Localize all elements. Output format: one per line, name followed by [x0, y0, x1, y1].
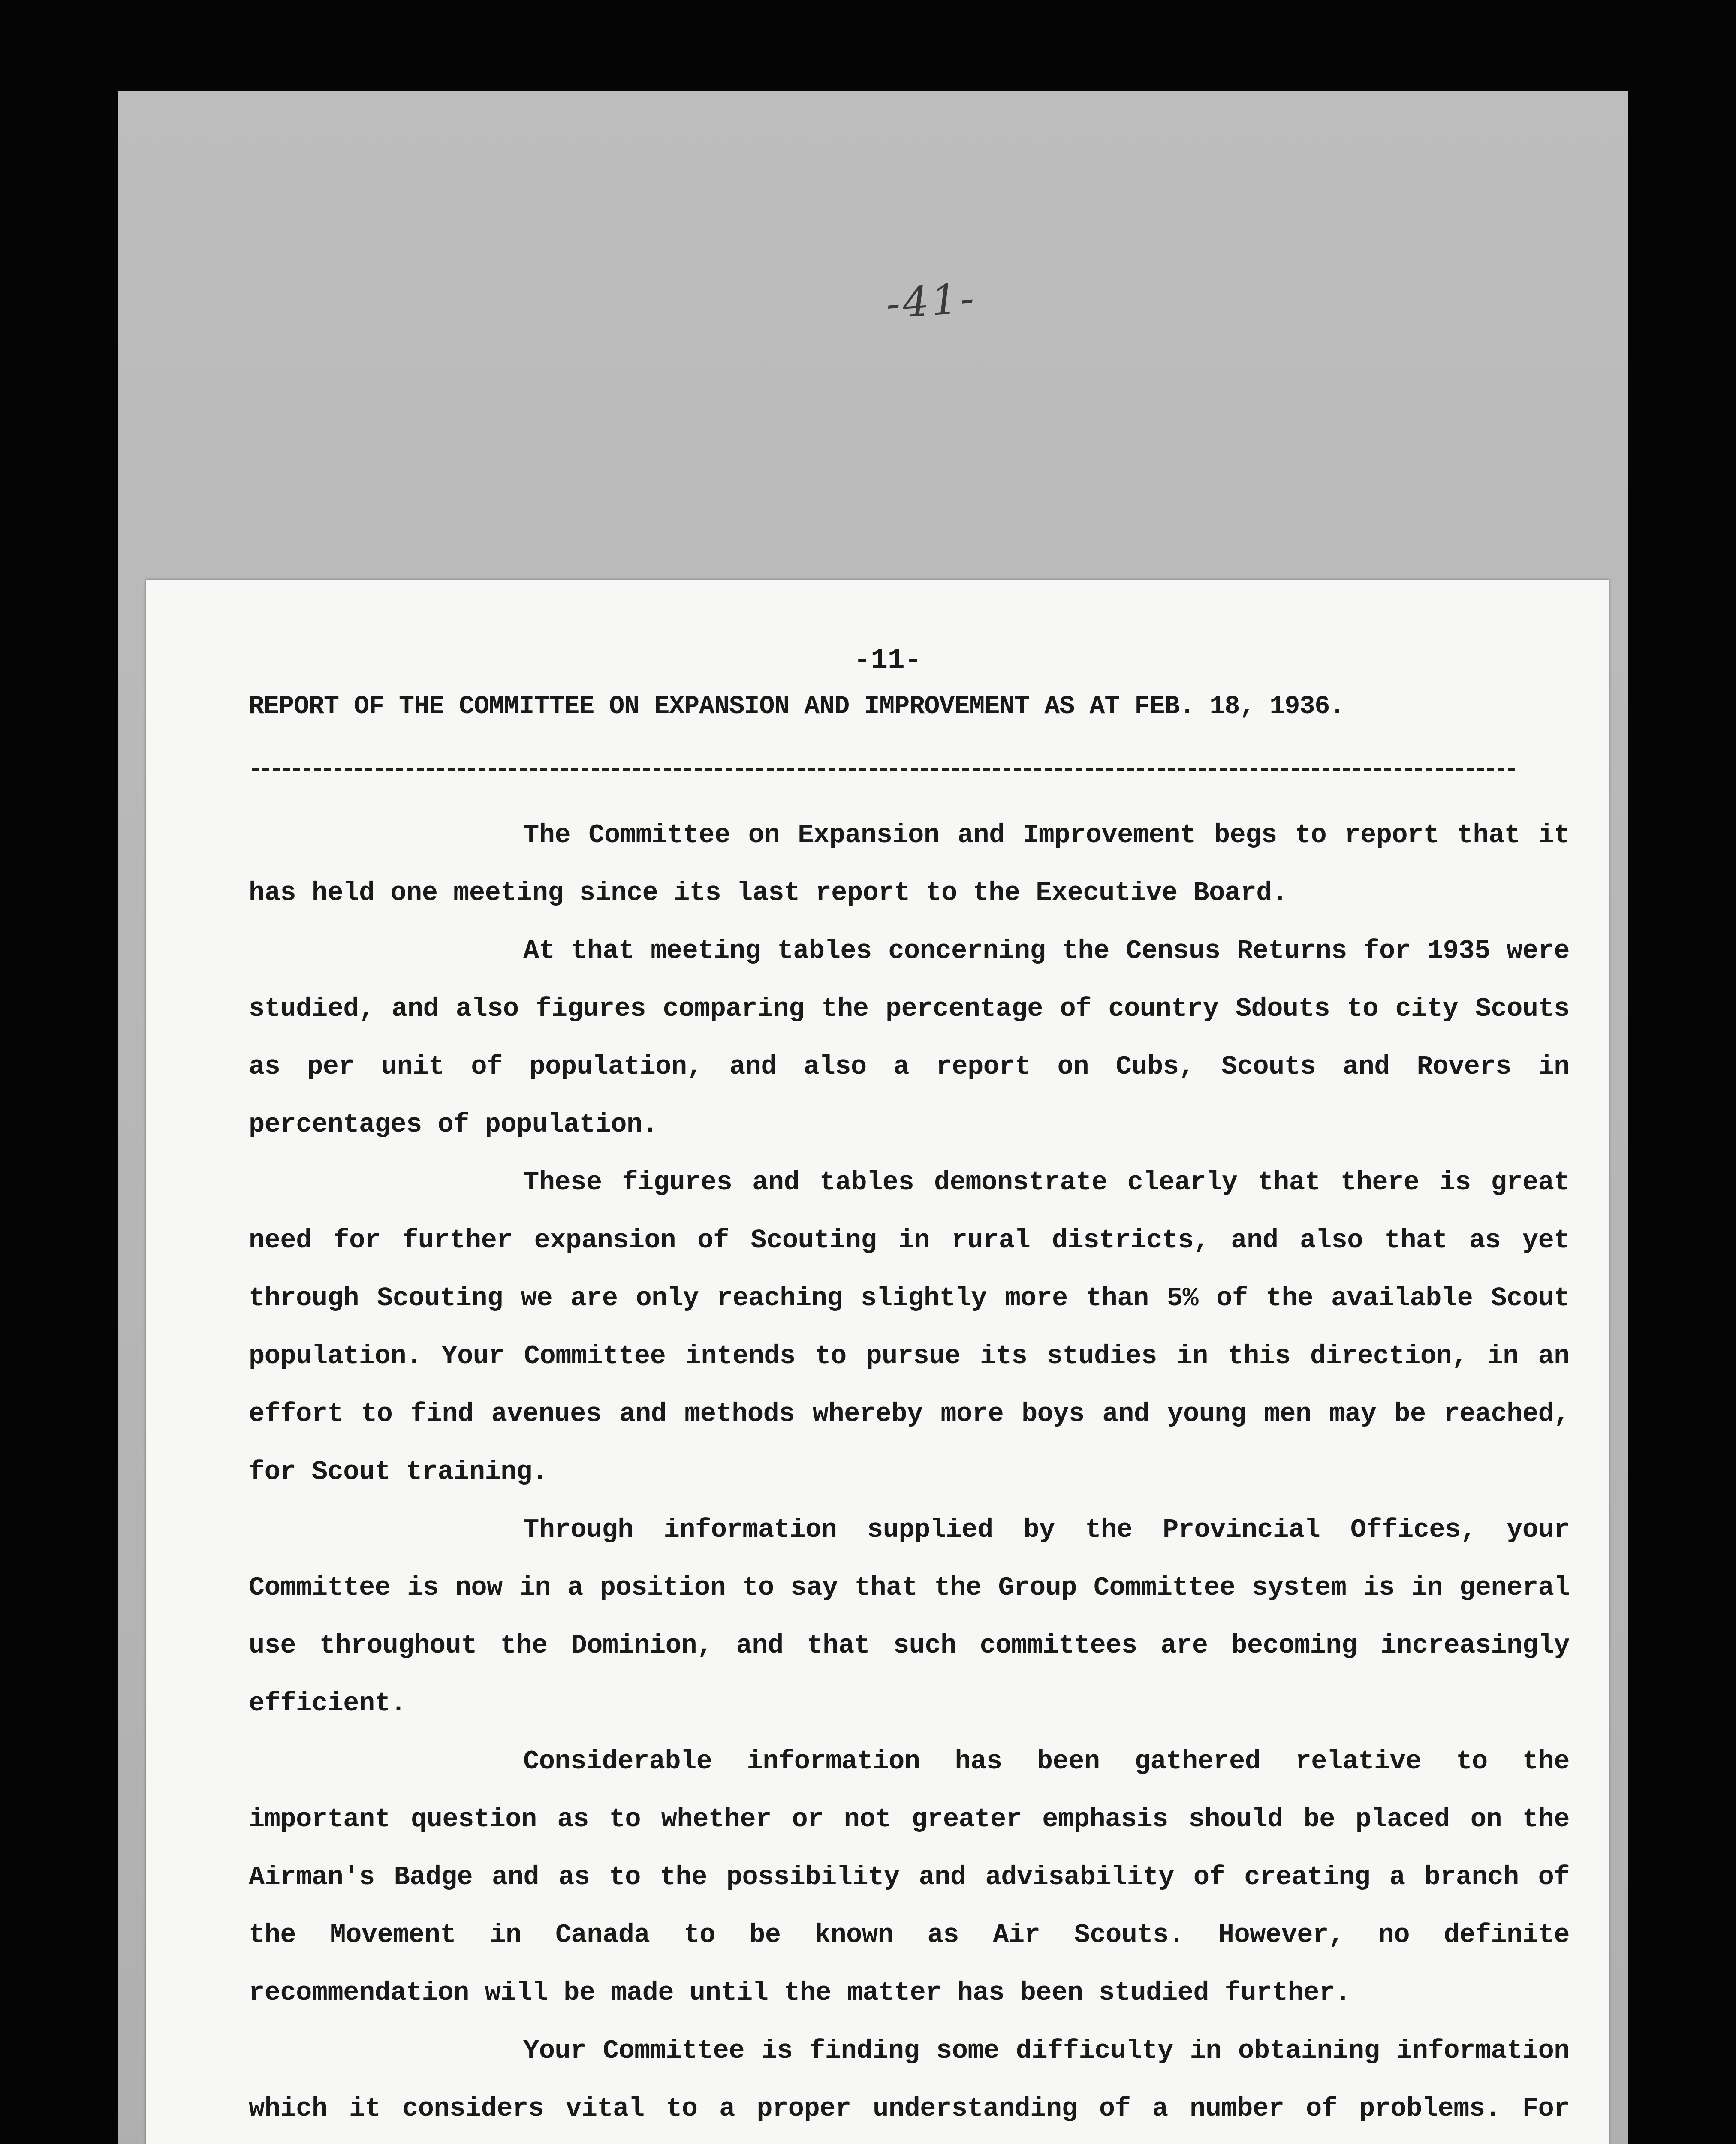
- paragraph: These figures and tables demonstrate clearly that there is great need for further expansion of Scouting in rural districts, and also that as yet through Scouting we are only reaching slightly more than 5% of the available Scout population. Your Committee intends to pursue its studies in this direction, in an effort to find avenues and methods whereby more boys and young men may be reached, for Scout training.: [249, 1167, 1570, 1487]
- page-number: -11-: [853, 644, 922, 676]
- paragraph: Considerable information has been gathered relative to the important question as to whether or not greater emphasis should be placed on the Airman's Badge and as to the possibility and advisability of creating a branch of the Movement in Canada to be known as Air Scouts. However, no definite recommendation will be made until the matter has been studied further.: [249, 1746, 1570, 2008]
- paragraph: The Committee on Expansion and Improvement begs to report that it has held one meeting since its last report to the Executive Board.: [249, 820, 1570, 908]
- report-body: [249, 806, 1570, 2144]
- paragraph: Your Committee is finding some difficulty in obtaining information which it considers vital to a proper understanding of a number of problems. For: [249, 2036, 1570, 2124]
- archive-page-stamp: -41-: [884, 274, 978, 328]
- paragraph: At that meeting tables concerning the Census Returns for 1935 were studied, and also figures comparing the percentage of country Sdouts to city Scouts as per unit of population, and also a report on Cubs, Scouts and Rovers in percentages of population.: [249, 936, 1570, 1140]
- heading-divider: [252, 768, 1515, 771]
- paragraph: Through information supplied by the Provincial Offices, your Committee is now in a position to say that the Group Committee system is in general use throughout the Dominion, and that such committees are becoming increasingly efficient.: [249, 1515, 1570, 1719]
- typed-page: [146, 580, 1609, 2144]
- report-heading: REPORT OF THE COMMITTEE ON EXPANSION AND IMPROVEMENT AS AT FEB. 18, 1936.: [249, 692, 1345, 721]
